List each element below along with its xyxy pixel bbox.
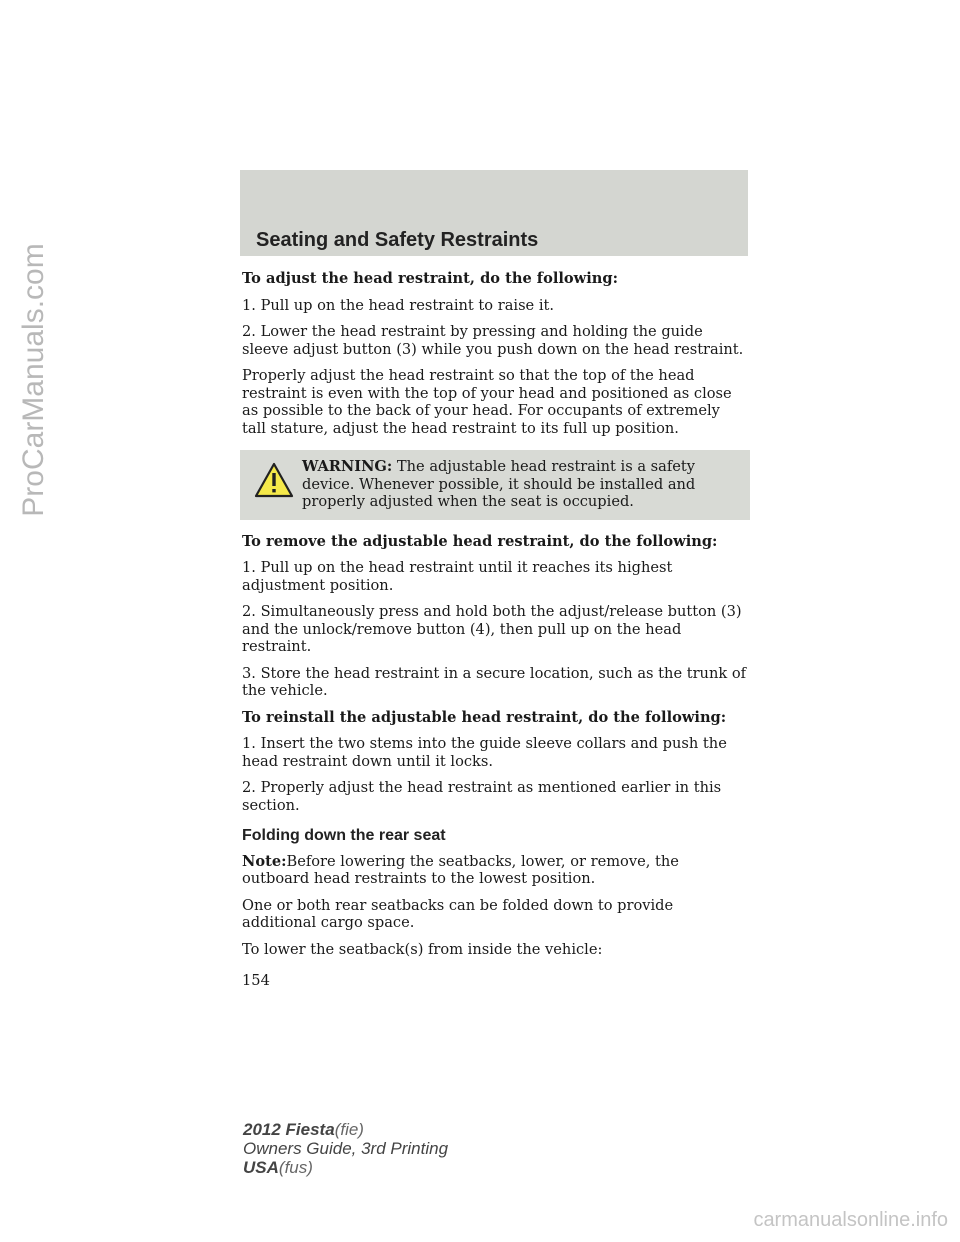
adjust-lead: To adjust the head restraint, do the following: [242, 270, 618, 287]
side-watermark-text: ProCarManuals.com [17, 243, 50, 517]
footer-model-code: (fie) [334, 1120, 364, 1139]
adjust-step-2: 2. Lower the head restraint by pressing and holding the guide sleeve adjust button (3) while you push down on the head restraint. [242, 323, 744, 358]
note-text: Before lowering the seatbacks, lower, or remove, the outboard head restraints to the lowest position. [242, 852, 679, 887]
footer-market-code: (fus) [278, 1158, 313, 1177]
folding-heading: Folding down the rear seat [242, 827, 446, 844]
page-number: 154 [242, 972, 270, 989]
seatbacks-paragraph: One or both rear seatbacks can be folded down to provide additional cargo space. [242, 896, 674, 931]
note-paragraph [242, 853, 748, 888]
warning-box [240, 450, 750, 520]
warning-triangle-icon [254, 462, 294, 498]
remove-step-1: 1. Pull up on the head restraint until it reaches its highest adjustment position. [242, 559, 673, 594]
section-title: Seating and Safety Restraints [256, 229, 539, 251]
adjust-step-1: 1. Pull up on the head restraint to raise it. [242, 296, 554, 314]
warning-label: WARNING: [302, 458, 393, 475]
remove-lead: To remove the adjustable head restraint, do the following: [242, 532, 718, 550]
remove-step-3: 3. Store the head restraint in a secure location, such as the trunk of the vehicle. [242, 664, 747, 699]
reinstall-step-1: 1. Insert the two stems into the guide sleeve collars and push the head restraint down until it locks. [242, 735, 727, 770]
section-header-band [240, 170, 748, 256]
footer-model: 2012 Fiesta [243, 1120, 335, 1139]
adjust-paragraph: Properly adjust the head restraint so that the top of the head restraint is even with the top of your head and positioned as close as possible to the back of your head. For occupants of extremely tall stature, adjust the head restraint to its full up position. [242, 367, 732, 437]
reinstall-step-2: 2. Properly adjust the head restraint as mentioned earlier in this section. [242, 779, 722, 814]
footer-market: USA [243, 1158, 279, 1177]
footer [243, 1120, 448, 1177]
footer-line-3 [243, 1158, 448, 1177]
footer-line-2: Owners Guide, 3rd Printing [243, 1139, 449, 1158]
side-watermark [4, 0, 64, 760]
footer-line-1 [243, 1120, 448, 1139]
warning-text: The adjustable head restraint is a safety device. Whenever possible, it should be installed and properly adjusted when the seat is occupied. [302, 458, 696, 510]
lower-paragraph: To lower the seatback(s) from inside the vehicle: [242, 940, 603, 958]
page-content [242, 270, 748, 967]
reinstall-lead: To reinstall the adjustable head restraint, do the following: [242, 708, 727, 726]
remove-step-2: 2. Simultaneously press and hold both the adjust/release button (3) and the unlock/remove button (4), then pull up on the head restraint. [242, 603, 742, 655]
note-label: Note: [242, 852, 287, 870]
bottom-watermark: carmanualsonline.info [753, 1209, 948, 1231]
